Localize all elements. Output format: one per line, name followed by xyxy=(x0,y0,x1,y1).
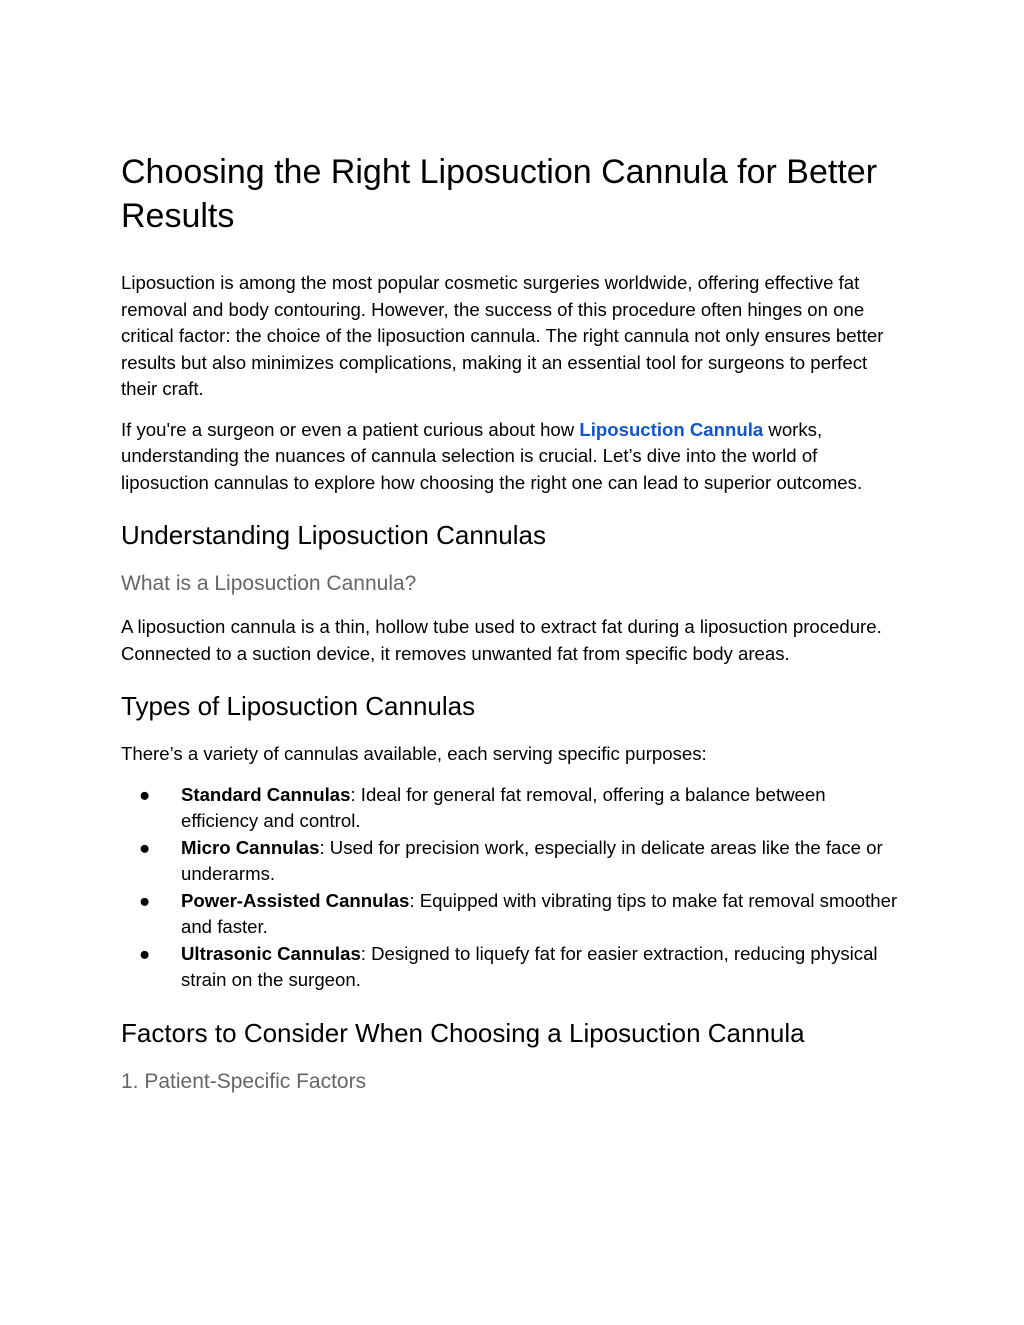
list-item-term: Ultrasonic Cannulas xyxy=(181,942,361,964)
list-item-term: Standard Cannulas xyxy=(181,783,351,805)
document-page xyxy=(121,150,901,1112)
list-item-description: : Used for precision work, especially in delicate areas like the face or underarms. xyxy=(181,836,883,884)
list-item-term: Micro Cannulas xyxy=(181,836,320,858)
list-item xyxy=(121,835,901,888)
list-item xyxy=(121,888,901,941)
list-item-description: : Designed to liquefy fat for easier extraction, reducing physical strain on the surgeon. xyxy=(181,942,878,990)
list-item xyxy=(121,782,901,835)
list-item-description: : Ideal for general fat removal, offering a balance between efficiency and control. xyxy=(181,783,826,831)
bullet-icon: ● xyxy=(139,783,151,805)
liposuction-cannula-link[interactable]: Liposuction Cannula xyxy=(579,418,764,440)
understanding-paragraph: A liposuction cannula is a thin, hollow tube used to extract fat during a liposuction procedure. Connected to a suction device, it removes unwanted fat from specific body areas. xyxy=(121,616,882,664)
heading-understanding: Understanding Liposuction Cannulas xyxy=(121,520,546,550)
bullet-icon: ● xyxy=(139,889,151,911)
list-item-description: : Equipped with vibrating tips to make fat removal smoother and faster. xyxy=(181,889,898,937)
intro-paragraph-2-start: If you're a surgeon or even a patient curious about how xyxy=(121,418,580,440)
document-title: Choosing the Right Liposuction Cannula for Better Results xyxy=(121,153,878,235)
intro-paragraph-2 xyxy=(121,417,901,497)
cannula-types-list xyxy=(121,782,901,994)
intro-paragraph-2-end: works, understanding the nuances of cannula selection is crucial. Let’s dive into the world of liposuction cannulas to explore how choosing the right one can lead to superior outcomes. xyxy=(121,418,863,493)
subheading-patient-factors: 1. Patient-Specific Factors xyxy=(121,1069,367,1093)
bullet-icon: ● xyxy=(139,942,151,964)
bullet-icon: ● xyxy=(139,836,151,858)
intro-paragraph-1: Liposuction is among the most popular cosmetic surgeries worldwide, offering effective fat removal and body contouring. However, the success of this procedure often hinges on one critical factor: the choice of the liposuction cannula. The right cannula not only ensures better results but also minimizes complications, making it an essential tool for surgeons to perfect their craft. xyxy=(121,272,884,399)
list-item xyxy=(121,941,901,994)
heading-factors: Factors to Consider When Choosing a Liposuction Cannula xyxy=(121,1017,805,1048)
heading-types: Types of Liposuction Cannulas xyxy=(121,691,476,721)
subheading-what-is: What is a Liposuction Cannula? xyxy=(121,572,417,595)
list-item-term: Power-Assisted Cannulas xyxy=(181,889,410,911)
types-intro-paragraph: There’s a variety of cannulas available, each serving specific purposes: xyxy=(121,743,707,764)
